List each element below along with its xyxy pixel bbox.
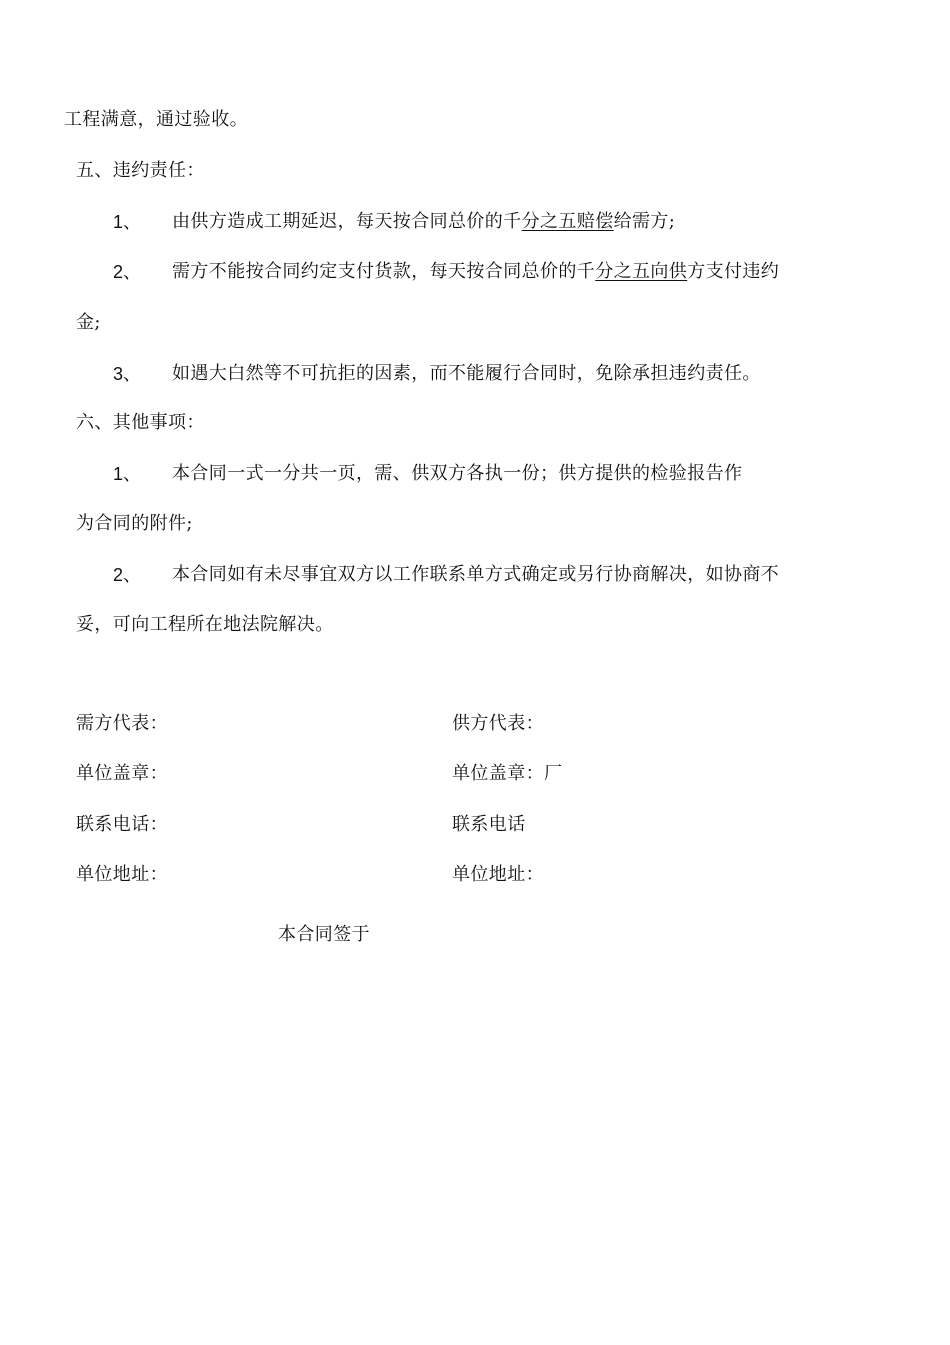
underlined-amount: 分之五赔偿 — [521, 211, 614, 232]
breach-item-1 — [172, 210, 675, 234]
buyer-representative-label: 需方代表： — [76, 713, 168, 734]
breach-item-1-end: 给需方; — [613, 211, 676, 232]
supplier-address-label: 单位地址： — [452, 864, 544, 885]
section-heading-other: 六、其他事项： — [76, 412, 205, 433]
breach-item-2 — [172, 260, 779, 284]
underlined-amount: 分之五向供 — [595, 261, 688, 282]
breach-item-2-continuation: 金; — [76, 312, 101, 333]
buyer-phone-label: 联系电话： — [76, 814, 168, 835]
breach-item-3: 如遇大白然等不可抗拒的因素，而不能履行合同时，免除承担违约责任。 — [172, 363, 761, 384]
item-number: 2、 — [113, 262, 142, 282]
item-number: 1、 — [113, 212, 142, 232]
item-number: 3、 — [113, 364, 142, 384]
buyer-seal-label: 单位盖章： — [76, 763, 168, 784]
paragraph-acceptance: 工程满意，通过验收。 — [64, 109, 248, 130]
item-number: 1、 — [113, 464, 142, 484]
other-item-2: 本合同如有未尽事宜双方以工作联系单方式确定或另行协商解决，如协商不 — [172, 564, 780, 585]
other-item-1-continuation: 为合同的附件; — [76, 513, 193, 534]
breach-item-1-text: 由供方造成工期延迟，每天按合同总价的千 — [172, 211, 522, 232]
breach-item-2-text: 需方不能按合同约定支付货款，每天按合同总价的千 — [172, 261, 596, 282]
supplier-phone-label: 联系电话 — [452, 814, 526, 835]
item-number: 2、 — [113, 565, 142, 585]
buyer-address-label: 单位地址： — [76, 864, 168, 885]
supplier-seal-label: 单位盖章：厂 — [452, 763, 563, 784]
section-heading-breach: 五、违约责任： — [76, 160, 205, 181]
breach-item-2-end: 方支付违约 — [687, 261, 780, 282]
other-item-2-continuation: 妥，可向工程所在地法院解决。 — [76, 614, 334, 635]
supplier-representative-label: 供方代表： — [452, 713, 544, 734]
signed-at-label: 本合同签于 — [278, 924, 370, 945]
other-item-1: 本合同一式一分共一页，需、供双方各执一份；供方提供的检验报告作 — [172, 463, 743, 484]
